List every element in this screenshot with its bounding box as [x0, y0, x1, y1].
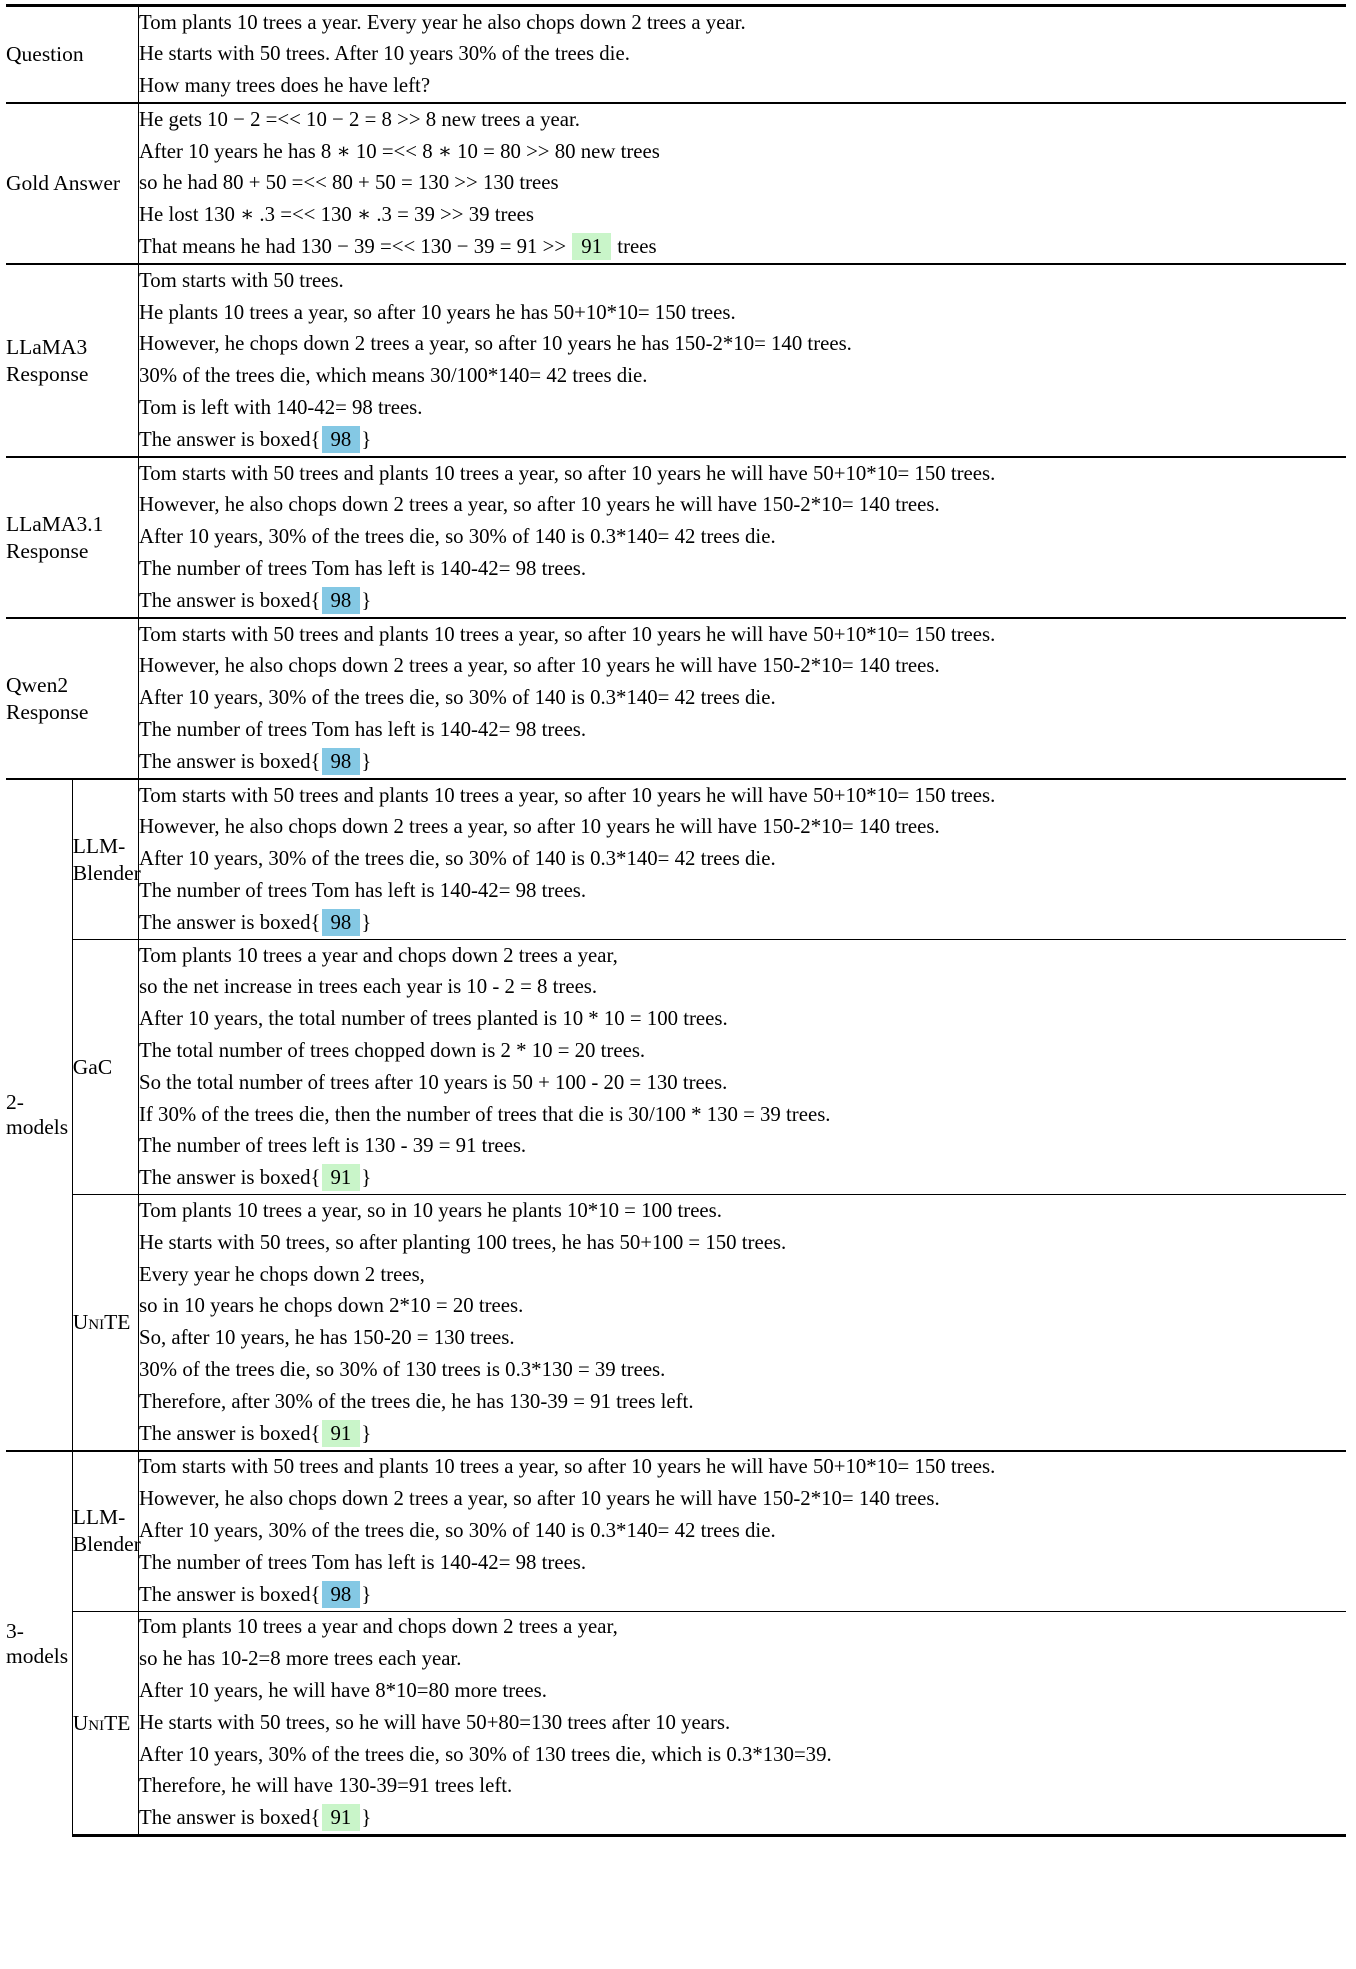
answer-line	[139, 1163, 1346, 1195]
response-line: He gets 10 − 2 =<< 10 − 2 = 8 >> 8 new trees a year.	[139, 107, 580, 131]
row-content	[139, 457, 1347, 618]
response-line: so he has 10-2=8 more trees each year.	[139, 1647, 462, 1671]
answer-line	[139, 1803, 1346, 1835]
row-content	[139, 779, 1347, 939]
response-line: so he had 80 + 50 =<< 80 + 50 = 130 >> 130 trees	[139, 171, 559, 195]
row-label: LLaMA3 Response	[6, 264, 139, 457]
answer-line	[139, 907, 1346, 939]
table-row	[6, 264, 1346, 457]
response-line: Therefore, he will have 130-39=91 trees left.	[139, 1774, 513, 1798]
answer-prefix: The answer is boxed{	[139, 1421, 321, 1445]
table-row	[6, 103, 1346, 264]
answer-highlight: 98	[322, 909, 361, 936]
table-row	[6, 1195, 1346, 1451]
row-content	[139, 1195, 1347, 1451]
response-line: The number of trees Tom has left is 140-42= 98 trees.	[139, 718, 587, 742]
answer-line	[139, 585, 1346, 617]
table-row	[6, 1611, 1346, 1836]
response-line: After 10 years, 30% of the trees die, so 30% of 140 is 0.3*140= 42 trees die.	[139, 1518, 776, 1542]
response-line: So, after 10 years, he has 150-20 = 130 trees.	[139, 1326, 515, 1350]
response-line: How many trees does he have left?	[139, 74, 431, 98]
row-content	[139, 1611, 1347, 1836]
answer-prefix: The answer is boxed{	[139, 1582, 321, 1606]
answer-prefix: The answer is boxed{	[139, 749, 321, 773]
answer-suffix: }	[361, 1582, 372, 1606]
answer-suffix: trees	[612, 235, 657, 259]
method-label: LLM-Blender	[72, 1451, 138, 1611]
response-line: However, he also chops down 2 trees a year, so after 10 years he will have 150-2*10= 140 trees.	[139, 1487, 940, 1511]
response-line: However, he also chops down 2 trees a year, so after 10 years he will have 150-2*10= 140 trees.	[139, 654, 940, 678]
answer-prefix: The answer is boxed{	[139, 910, 321, 934]
answer-highlight: 98	[322, 587, 361, 614]
answer-prefix: The answer is boxed{	[139, 427, 321, 451]
table-row	[6, 457, 1346, 618]
response-line: So the total number of trees after 10 years is 50 + 100 - 20 = 130 trees.	[139, 1070, 728, 1094]
response-line: After 10 years, the total number of trees planted is 10 * 10 = 100 trees.	[139, 1007, 728, 1031]
response-line: Tom starts with 50 trees and plants 10 trees a year, so after 10 years he will have 50+10*10= 150 trees.	[139, 783, 996, 807]
response-line: Tom starts with 50 trees.	[139, 268, 344, 292]
group-label: 2-models	[6, 779, 72, 1451]
response-line: Tom plants 10 trees a year. Every year he also chops down 2 trees a year.	[139, 10, 746, 34]
response-line: However, he chops down 2 trees a year, so after 10 years he has 150-2*10= 140 trees.	[139, 332, 852, 356]
response-line: Tom plants 10 trees a year and chops down 2 trees a year,	[139, 1615, 618, 1639]
response-line: 30% of the trees die, so 30% of 130 trees is 0.3*130 = 39 trees.	[139, 1357, 666, 1381]
method-label: LLM-Blender	[72, 779, 138, 939]
answer-line	[139, 232, 1346, 264]
response-line: Every year he chops down 2 trees,	[139, 1262, 425, 1286]
answer-highlight: 91	[322, 1164, 361, 1191]
row-content	[139, 6, 1347, 104]
method-label	[72, 1611, 138, 1836]
response-line: After 10 years, he will have 8*10=80 more trees.	[139, 1678, 547, 1702]
answer-prefix: The answer is boxed{	[139, 1806, 321, 1830]
answer-suffix: }	[361, 910, 372, 934]
answer-suffix: }	[361, 1806, 372, 1830]
response-line: Tom is left with 140-42= 98 trees.	[139, 396, 423, 420]
row-label: Gold Answer	[6, 103, 139, 264]
response-line: He starts with 50 trees, so after planting 100 trees, he has 50+100 = 150 trees.	[139, 1230, 787, 1254]
response-line: After 10 years, 30% of the trees die, so 30% of 130 trees die, which is 0.3*130=39.	[139, 1742, 832, 1766]
response-line: After 10 years, 30% of the trees die, so 30% of 140 is 0.3*140= 42 trees die.	[139, 686, 776, 710]
answer-suffix: }	[361, 1166, 372, 1190]
response-line: The number of trees Tom has left is 140-42= 98 trees.	[139, 879, 587, 903]
table-row	[6, 6, 1346, 104]
answer-line	[139, 1579, 1346, 1611]
response-line: Tom starts with 50 trees and plants 10 trees a year, so after 10 years he will have 50+10*10= 150 trees.	[139, 1455, 996, 1479]
row-content	[139, 264, 1347, 457]
answer-suffix: }	[361, 749, 372, 773]
method-label: GaC	[72, 940, 138, 1195]
answer-line	[139, 746, 1346, 778]
response-line: The total number of trees chopped down is 2 * 10 = 20 trees.	[139, 1039, 646, 1062]
row-content	[139, 1451, 1347, 1611]
comparison-table	[6, 4, 1346, 1837]
table-row	[6, 1451, 1346, 1611]
response-line: Tom starts with 50 trees and plants 10 trees a year, so after 10 years he will have 50+10*10= 150 trees.	[139, 461, 996, 485]
table-row	[6, 779, 1346, 939]
answer-prefix: The answer is boxed{	[139, 588, 321, 612]
response-line: He starts with 50 trees. After 10 years 30% of the trees die.	[139, 42, 630, 66]
response-line: However, he also chops down 2 trees a year, so after 10 years he will have 150-2*10= 140 trees.	[139, 493, 940, 517]
response-line: The number of trees Tom has left is 140-42= 98 trees.	[139, 1550, 587, 1574]
method-label	[72, 1195, 138, 1451]
table-body	[6, 6, 1346, 1836]
group-label: 3-models	[6, 1451, 72, 1836]
response-line: After 10 years, 30% of the trees die, so 30% of 140 is 0.3*140= 42 trees die.	[139, 525, 776, 549]
answer-highlight: 98	[322, 1581, 361, 1608]
row-content	[139, 940, 1347, 1195]
answer-suffix: }	[361, 427, 372, 451]
response-line: He plants 10 trees a year, so after 10 years he has 50+10*10= 150 trees.	[139, 300, 736, 324]
answer-suffix: }	[361, 588, 372, 612]
row-label: Qwen2 Response	[6, 618, 139, 779]
method-label-text: UniTE	[72, 1710, 131, 1735]
response-line: so in 10 years he chops down 2*10 = 20 trees.	[139, 1294, 524, 1318]
response-line: The number of trees left is 130 - 39 = 91 trees.	[139, 1134, 527, 1158]
answer-highlight: 91	[572, 233, 611, 260]
answer-line	[139, 1418, 1346, 1450]
response-line: The number of trees Tom has left is 140-42= 98 trees.	[139, 557, 587, 581]
answer-highlight: 91	[322, 1420, 361, 1447]
answer-highlight: 91	[322, 1804, 361, 1831]
response-line: After 10 years he has 8 ∗ 10 =<< 8 ∗ 10 = 80 >> 80 new trees	[139, 139, 660, 163]
row-label: LLaMA3.1 Response	[6, 457, 139, 618]
answer-suffix: }	[361, 1421, 372, 1445]
answer-prefix: That means he had 130 − 39 =<< 130 − 39 = 91 >>	[139, 235, 572, 259]
response-line: Tom plants 10 trees a year, so in 10 years he plants 10*10 = 100 trees.	[139, 1198, 722, 1222]
answer-highlight: 98	[322, 748, 361, 775]
table-figure	[0, 4, 1356, 1969]
row-content	[139, 103, 1347, 264]
row-content	[139, 618, 1347, 779]
response-line: 30% of the trees die, which means 30/100*140= 42 trees die.	[139, 364, 648, 388]
method-label-text: UniTE	[72, 1310, 131, 1335]
answer-highlight: 98	[322, 426, 361, 453]
response-line: However, he also chops down 2 trees a year, so after 10 years he will have 150-2*10= 140 trees.	[139, 815, 940, 839]
table-row	[6, 618, 1346, 779]
row-label: Question	[6, 6, 139, 104]
answer-prefix: The answer is boxed{	[139, 1166, 321, 1190]
response-line: Tom starts with 50 trees and plants 10 trees a year, so after 10 years he will have 50+10*10= 150 trees.	[139, 622, 996, 646]
table-row	[6, 940, 1346, 1195]
response-line: so the net increase in trees each year is 10 - 2 = 8 trees.	[139, 975, 598, 999]
response-line: Therefore, after 30% of the trees die, he has 130-39 = 91 trees left.	[139, 1389, 694, 1413]
response-line: He lost 130 ∗ .3 =<< 130 ∗ .3 = 39 >> 39 trees	[139, 203, 534, 227]
response-line: If 30% of the trees die, then the number of trees that die is 30/100 * 130 = 39 trees.	[139, 1102, 831, 1126]
response-line: After 10 years, 30% of the trees die, so 30% of 140 is 0.3*140= 42 trees die.	[139, 847, 776, 871]
response-line: He starts with 50 trees, so he will have 50+80=130 trees after 10 years.	[139, 1710, 731, 1734]
answer-line	[139, 424, 1346, 456]
response-line: Tom plants 10 trees a year and chops down 2 trees a year,	[139, 943, 618, 967]
